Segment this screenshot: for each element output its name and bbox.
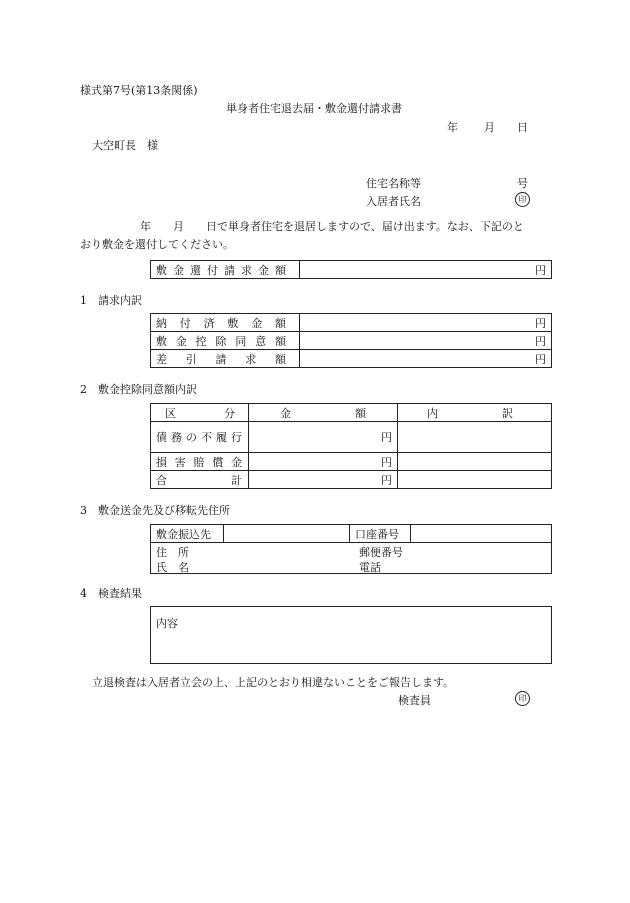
label-cell [151,332,300,350]
total-detail-field[interactable] [398,471,552,489]
table-header-row [151,404,552,422]
remittance-table [150,524,552,574]
inspection-result-box[interactable] [150,606,552,664]
net-claim-label: 差 引 請 求 額 [156,352,286,366]
intro-year: 年 [140,220,151,233]
table-row [151,314,552,332]
damages-detail-field[interactable] [398,453,552,471]
account-label-cell [350,525,411,543]
phone-label: 電話 [359,561,381,574]
inspection-statement: 立退検査は入居者立会の上、上記のとおり相違ないことをご報告します。 [92,676,455,689]
resident-name-label: 入居者氏名 [366,195,421,208]
label-cell [151,422,249,453]
unit-yen: 円 [535,316,546,330]
deduction-breakdown-table [150,403,552,489]
section1-heading: 1 請求内訳 [80,294,142,307]
unit-yen: 円 [381,455,392,469]
unit-yen: 円 [381,431,392,444]
header-amount-label: 金 額 [280,406,366,420]
label-cell [151,314,300,332]
name-label: 氏 名 [156,561,189,574]
deduction-agreed-amount-field[interactable] [300,332,552,350]
unit-yen: 円 [535,334,546,348]
unit-yen: 円 [535,352,546,366]
claim-total-amount-field[interactable] [300,261,552,279]
header-category-label: 区 分 [165,406,235,420]
claim-total-table [150,260,552,279]
seal-icon: 印 [515,691,530,706]
default-amount-field[interactable] [249,422,398,453]
paid-deposit-label: 納 付 済 敷 金 額 [156,316,286,330]
section3-heading: 3 敷金送金先及び移転先住所 [80,504,230,517]
address-label: 住 所 [156,546,189,559]
intro-rest: 日で単身者住宅を退居しますので、届け出ます。なお、下記のと [206,220,524,233]
total-amount-field[interactable] [249,471,398,489]
account-number-field[interactable] [411,525,552,543]
resident-seal-mark [515,192,530,207]
unit-yen: 円 [381,473,392,487]
intro-month: 月 [173,220,184,233]
address-block [156,543,546,573]
table-row [151,350,552,368]
paid-deposit-amount-field[interactable] [300,314,552,332]
section4-heading: 4 検査結果 [80,587,142,600]
table-row [151,543,552,574]
deduction-agreed-label: 敷 金 控 除 同 意 額 [156,334,286,348]
label-cell [151,350,300,368]
housing-number-suffix: 号 [517,177,528,190]
intro-line-2: おり敷金を還付してください。 [80,238,234,251]
table-row [151,453,552,471]
inspector-label: 検査員 [398,694,431,707]
label-cell [151,453,249,471]
header-category [151,404,249,422]
content-label: 内容 [156,617,178,630]
table-row [151,525,552,543]
net-claim-amount-field[interactable] [300,350,552,368]
header-detail [398,404,552,422]
date-day-label: 日 [517,121,528,134]
form-number: 様式第7号(第13条関係) [80,84,198,97]
date-month-label: 月 [484,121,495,134]
header-amount [249,404,398,422]
claim-breakdown-table [150,313,552,368]
table-row [151,261,552,279]
table-row [151,422,552,453]
inspector-seal-mark [515,691,530,706]
form-title: 単身者住宅退去届・敷金還付請求書 [226,102,402,115]
seal-icon: 印 [515,192,530,207]
damages-label: 損 害 賠 償 金 [156,455,242,469]
addressee: 大空町長 様 [92,139,158,152]
claim-total-label-cell [151,261,300,279]
label-cell [151,471,249,489]
table-row [151,332,552,350]
account-label: 口座番号 [355,527,399,541]
date-year-label: 年 [447,121,458,134]
header-detail-label: 内 訳 [427,406,513,420]
default-detail-field[interactable] [398,422,552,453]
table-row [151,471,552,489]
section2-heading: 2 敷金控除同意額内訳 [80,383,197,396]
unit-yen: 円 [535,263,546,277]
bank-field[interactable] [224,525,350,543]
bank-label: 敷金振込先 [156,527,211,541]
postal-code-label: 郵便番号 [359,546,403,559]
address-cell[interactable] [151,543,552,574]
default-label: 債 務 の 不 履 行 [156,431,242,444]
total-label: 合 計 [156,473,242,487]
bank-label-cell [151,525,224,543]
claim-total-label: 敷 金 還 付 請 求 金 額 [156,263,286,277]
damages-amount-field[interactable] [249,453,398,471]
housing-name-label: 住宅名称等 [366,177,421,190]
intro-line-1 [80,218,552,234]
